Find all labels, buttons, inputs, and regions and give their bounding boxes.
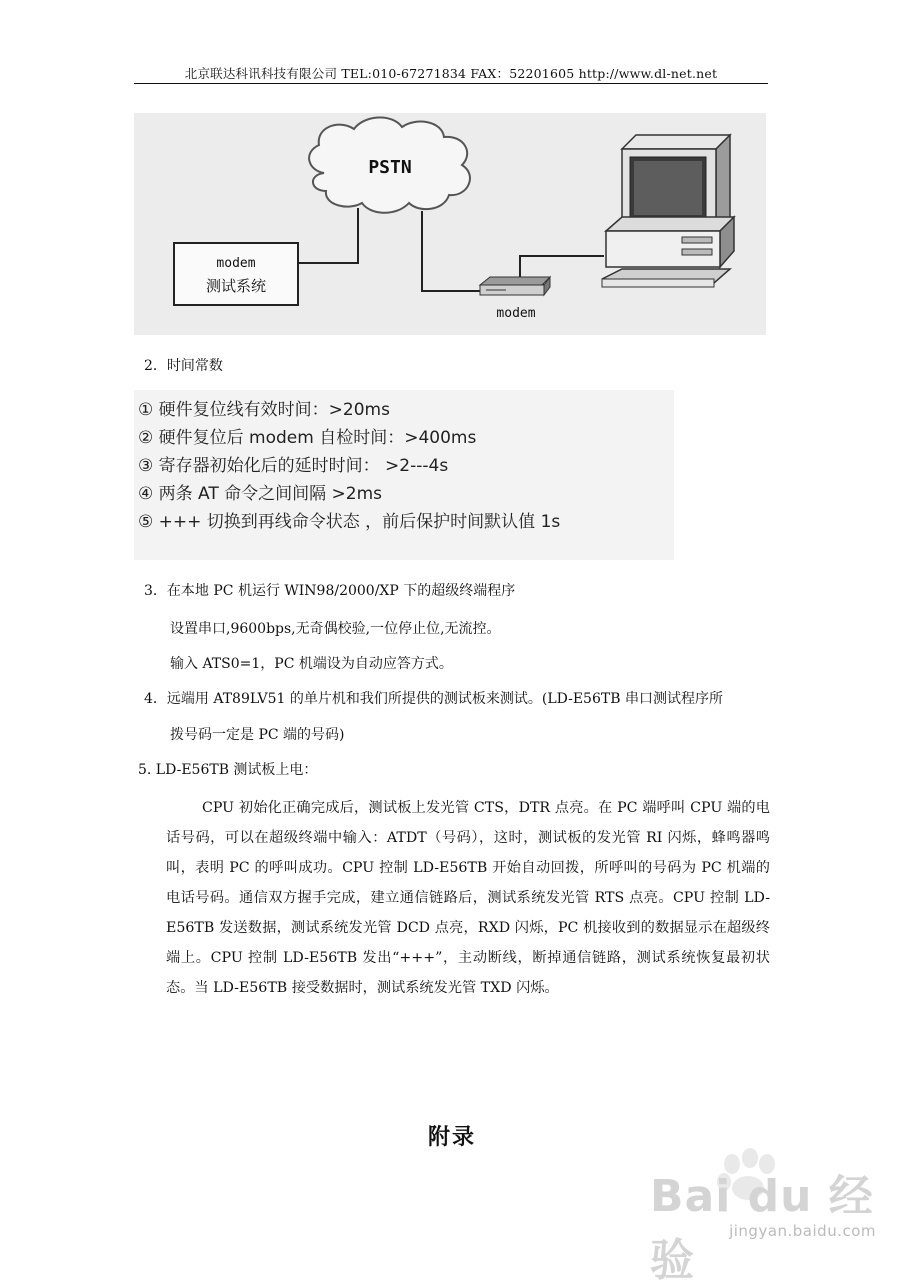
timing-item-3: ③ 寄存器初始化后的延时时间： >2---4s [138,456,449,476]
section-3-line-2: 输入 ATS0=1，PC 机端设为自动应答方式。 [170,656,453,672]
pc-computer-icon [602,135,734,287]
test-system-label: 测试系统 [205,277,267,295]
section-5-body: CPU 初始化正确完成后，测试板上发光管 CTS，DTR 点亮。在 PC 端呼叫 CPU 端的电话号码，可以在超级终端中输入：ATDT（号码），这时，测试板的发光管 RI 闪烁，蜂鸣器鸣叫，表明 PC 的呼叫成功。CPU 控制 LD-E56TB 开始自动回拨，所呼叫的号码为 PC 机端的电话号码。通信双方握手完成，建立通信链路后，测试系统发光管 RTS 点亮。CPU 控制 LD-E56TB 发送数据，测试系统发光管 DCD 点亮，RXD 闪烁，PC 机接收到的数据显示在超级终端上。CPU 控制 LD-E56TB 发出“+++”，主动断线，断掉通信链路，测试系统恢复最初状态。当 LD-E56TB 接受数据时，测试系统发光管 TXD 闪烁。 [166,800,770,996]
pstn-label: PSTN [368,157,412,178]
timing-constants-box [134,390,674,560]
watermark-url: jingyan.baidu.com [729,1222,876,1240]
modem-label: modem [496,306,536,321]
network-diagram [134,113,766,335]
section-4-line-2: 拨号码一定是 PC 端的号码) [170,727,345,743]
modem-device-icon [480,277,550,295]
header-rule [134,83,768,84]
page-header: 北京联达科讯科技有限公司 TEL:010-67271834 FAX：52201605 http://www.dl-net.net [184,66,718,81]
section-2-title: 2．时间常数 [144,358,223,374]
section-5-title: 5. LD-E56TB 测试板上电： [138,762,318,778]
timing-item-2: ② 硬件复位后 modem 自检时间：>400ms [138,428,477,448]
section-4-line-1: 4．远端用 AT89LV51 的单片机和我们所提供的测试板来测试。(LD-E56TB 串口测试程序所 [144,691,723,707]
timing-item-5: ⑤ +++ 切换到再线命令状态 ，前后保护时间默认值 1s [138,512,561,532]
section-3-title: 3．在本地 PC 机运行 WIN98/2000/XP 下的超级终端程序 [144,583,516,599]
test-system-label-modem: modem [216,256,256,271]
link-test-system [296,208,358,263]
timing-item-4: ④ 两条 AT 命令之间间隔 >2ms [138,484,383,504]
timing-item-1: ① 硬件复位线有效时间：>20ms [138,400,390,420]
appendix-heading: 附录 [427,1125,476,1150]
section-3-line-1: 设置串口,9600bps,无奇偶校验,一位停止位,无流控。 [170,621,501,637]
baidu-jingyan-watermark: Bai du 经验 [650,1171,874,1286]
test-system-box [174,243,298,305]
link-modem [422,211,482,291]
